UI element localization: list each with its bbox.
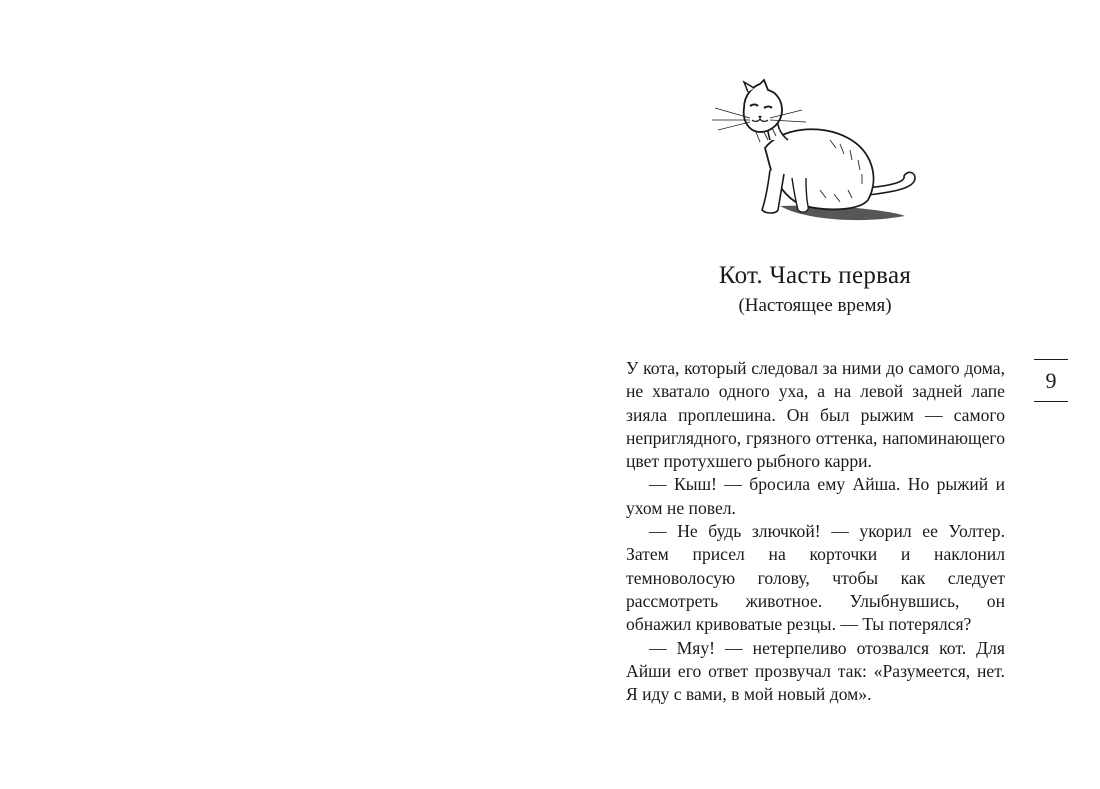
page-number-box [1034,359,1068,402]
chapter-title: Кот. Часть первая [718,262,912,289]
chapter-body [626,357,1005,706]
paragraph: У кота, который следовал за ними до самого дома, не хватало одного уха, а на левой задней лапе зияла проплешина. Он был рыжим — самого неприглядного, грязного оттенка, напоминающего цвет протухшего рыбного карри. [626,358,1005,472]
paragraph: — Мяу! — нетерпеливо отозвался кот. Для Айши его ответ прозвучал так: «Разумеется, нет. Я иду с вами, в мой новый дом». [626,637,1005,705]
cat-scratching-icon [710,78,925,226]
chapter-subtitle: (Настоящее время) [738,295,892,316]
right-page [550,0,1100,789]
paragraph: — Не будь злючкой! — укорил ее Уолтер. Затем присел на корточки и наклонил темноволосую голову, чтобы как следует рассмотреть животное. Улыбнувшись, он обнажил кривоватые резцы. — Ты потерялся? [626,521,1005,635]
page-number: 9 [1045,367,1057,393]
paragraph: — Кыш! — бросила ему Айша. Но рыжий и ухом не повел. [626,474,1005,518]
